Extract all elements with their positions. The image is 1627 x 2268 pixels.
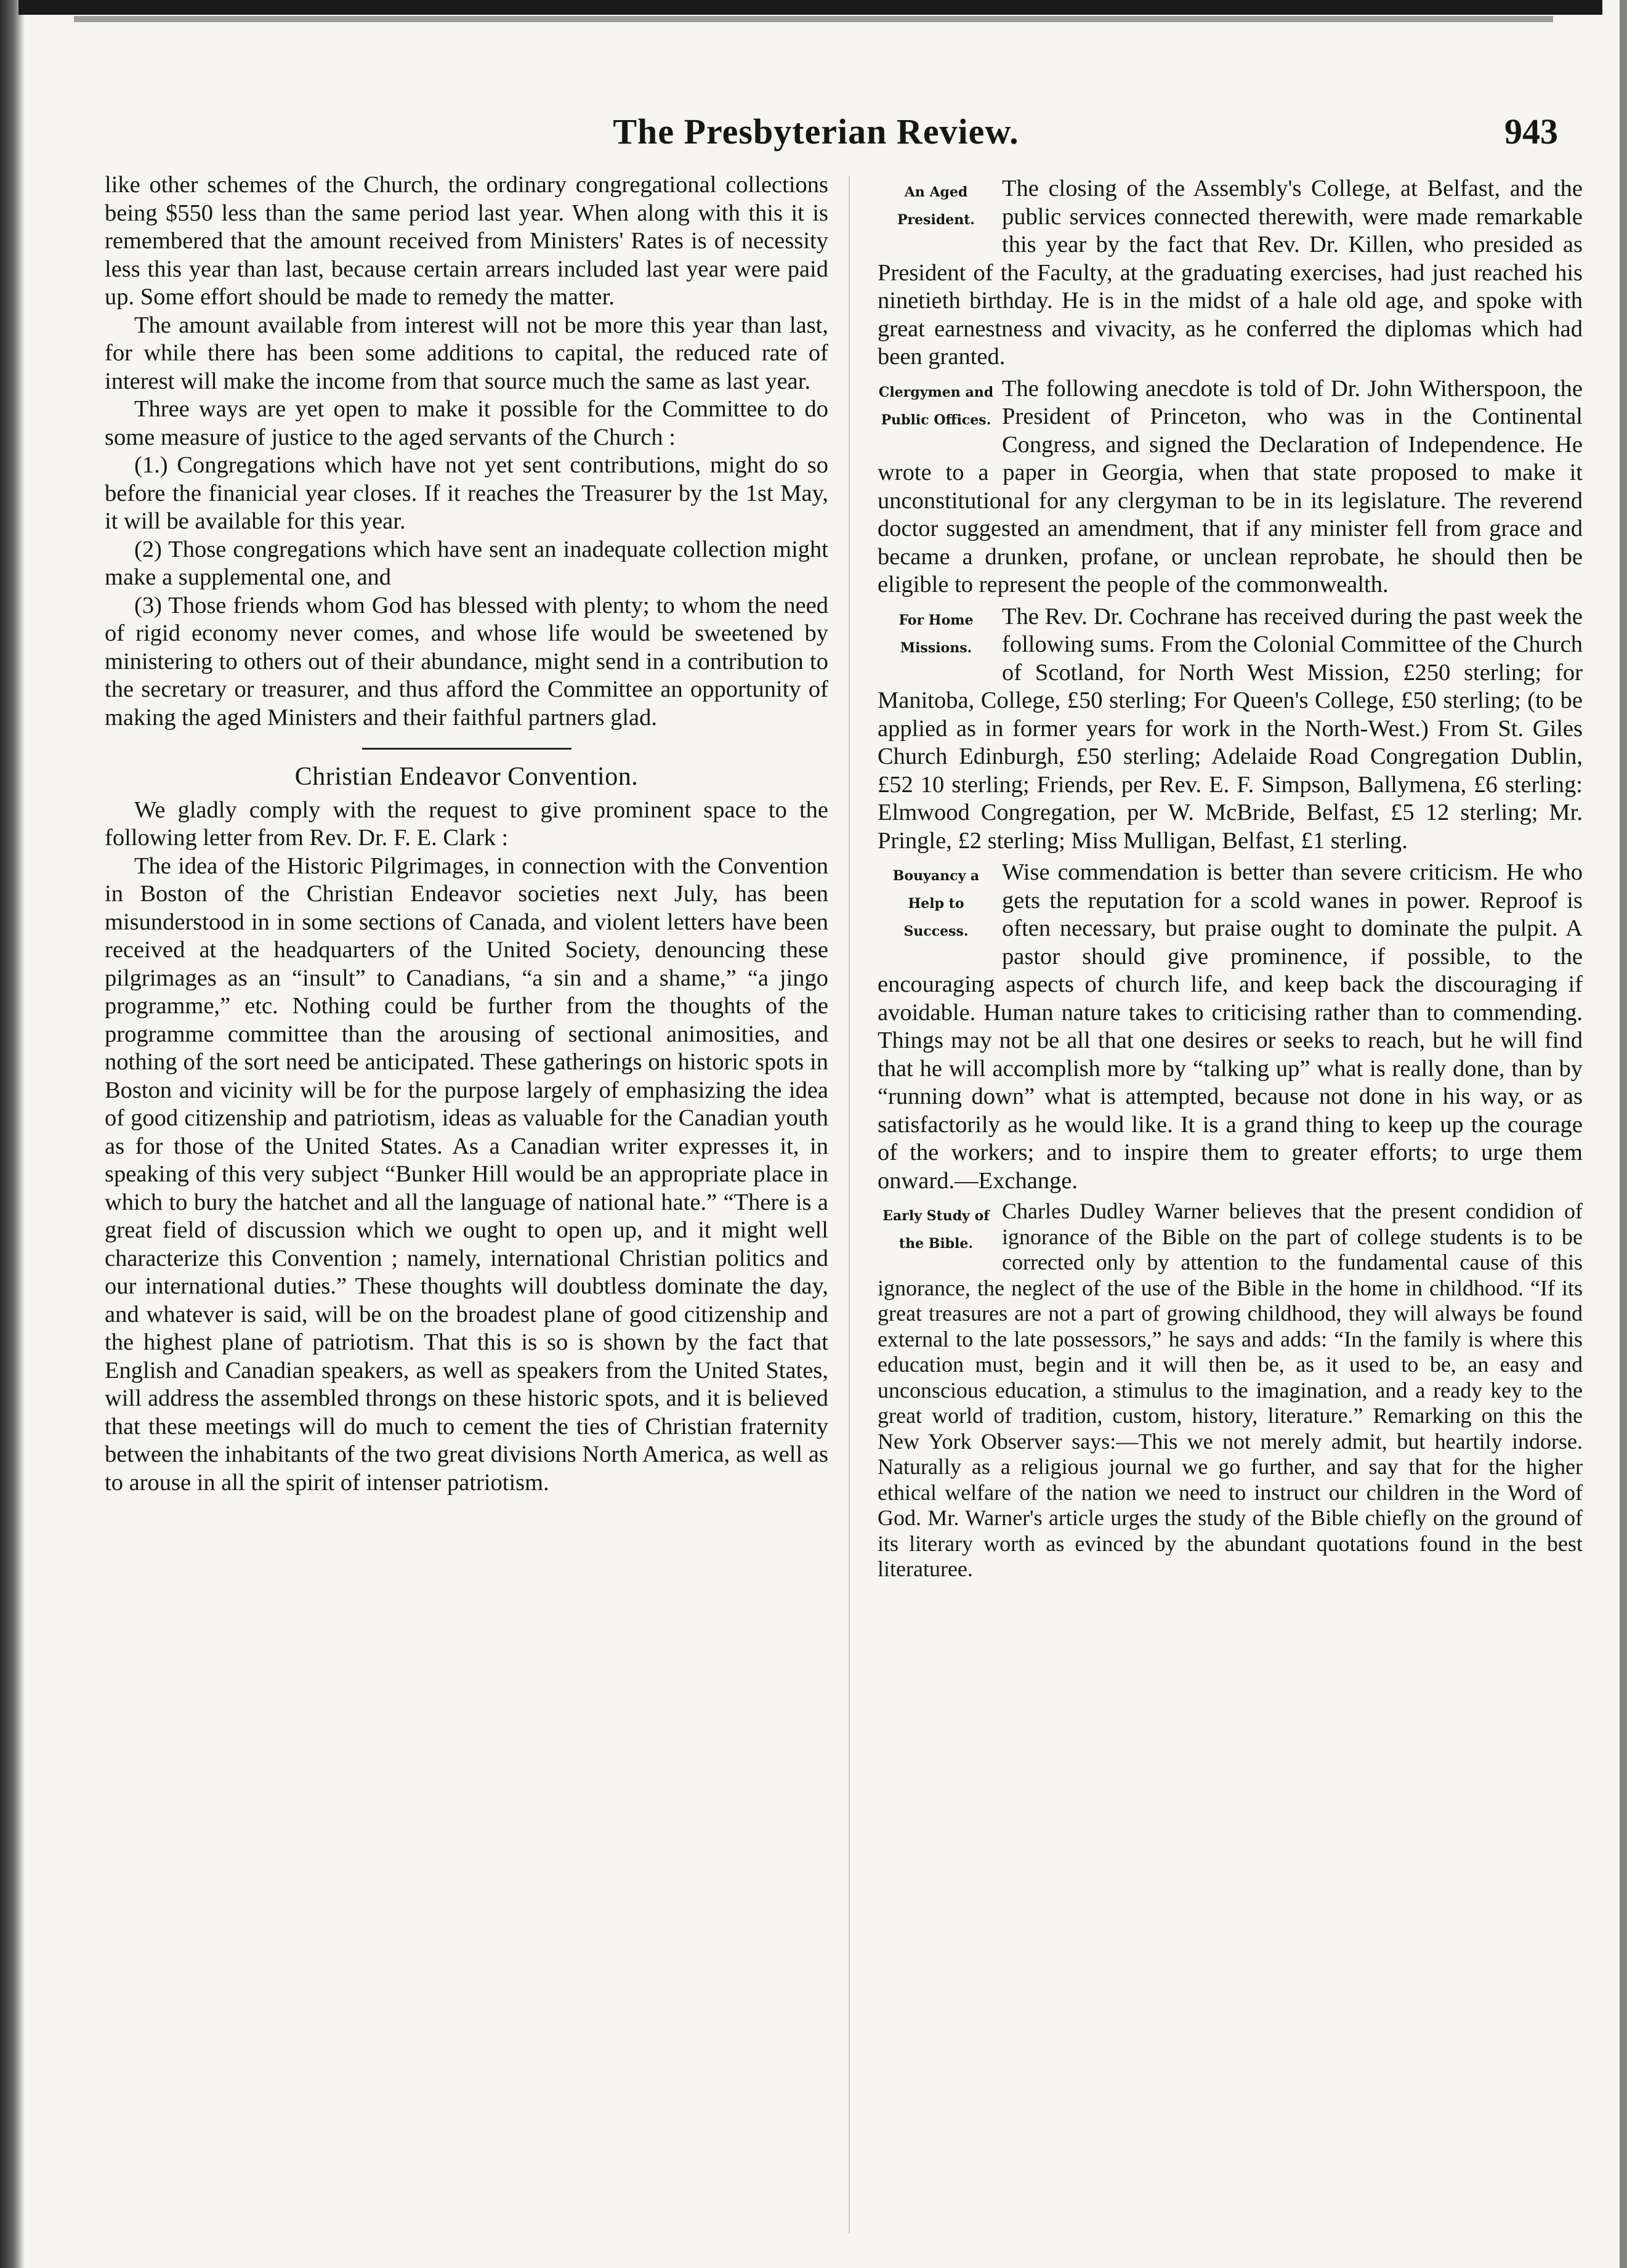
news-note xyxy=(878,175,1583,371)
paragraph: (2) Those congregations which have sent an inadequate collection might make a supplemental one, and xyxy=(105,536,828,590)
side-heading: For Home Missions. xyxy=(898,612,974,656)
note-text: The closing of the Assembly's College, at Belfast, and the public services connected therewith, were made remarkable this year by the fact that Rev. Dr. Killen, who presided as President of the Faculty, at the graduating exercises, had just reached his ninetieth birthday. He is in the midst of a hale old age, and spoke with great earnestness and vivacity, as he conferred the diplomas which had been granted. xyxy=(878,176,1583,370)
note-text: Wise commendation is better than severe criticism. He who gets the reputation for a scold wanes in power. Reproof is often necessary, but praise ought to dominate the pulpit. A pastor should give prominence, if possible, to the encouraging aspects of church life, and keep back the discouraging if avoidable. Human nature takes to criticising rather than to commending. Things may not be all that one desires or seeks to reach, but he will find that he will accomplish more by “talking up” what is really done, than by “running down” what is attempted, because not done in his way, or as satisfactorily as he would like. It is a grand thing to keep up the courage of the workers; and to inspire them to greater efforts; to urge them onward.—Exchange. xyxy=(878,859,1583,1194)
news-note xyxy=(878,1199,1583,1582)
paragraph: (1.) Congregations which have not yet sent contributions, might do so before the finanicial year closes. If it reaches the Treasurer by the 1st May, it will be available for this year. xyxy=(105,452,828,534)
paragraph: Three ways are yet open to make it possible for the Committee to do some measure of justice to the aged servants of the Church : xyxy=(105,396,828,450)
right-column xyxy=(878,171,1583,2222)
note-text: The following anecdote is told of Dr. John Witherspoon, the President of Princeton, who was in the Continental Congress, and signed the Declaration of Independence. He wrote to a paper in Georgia, when that state proposed to make it unconstitutional for any clergyman to be in its legislature. The reverend doctor suggested an amendment, that if any minister fell from grace and became a drunken, profane, or unclean reprobate, he should then be eligible to represent the people of the commonwealth. xyxy=(878,375,1583,597)
journal-title: The Presbyterian Review. xyxy=(613,111,1019,152)
news-note xyxy=(878,859,1583,1195)
note-text: Charles Dudley Warner believes that the present condidion of ignorance of the Bible on the part of college students is to be corrected only by attention to the fundamental cause of this ignorance, the neglect of the use of the Bible in the home in childhood. “If its great treasures are not a part of growing childhood, they will always be found external to the late possessors,” he says and adds: “In the family is where this education must, begin and it will then be, as it used to be, an easy and unconscious education, a stimulus to the imagination, and a ready key to the great world of tradition, custom, history, literature.” Remarking on this the New York Observer says:—This we not merely admit, but heartily indorse. Naturally as a religious journal we go further, and say that for the higher ethical welfare of the nation we need to instruct our children in the Word of God. Mr. Warner's article urges the study of the Bible chiefly on the ground of its literary worth as evinced by the abundant quotations found in the best literaturee. xyxy=(878,1199,1583,1581)
side-heading: Clergymen and Public Offices. xyxy=(878,384,994,428)
side-heading: Bouyancy a Help to Success. xyxy=(892,868,980,939)
page-right-edge xyxy=(1620,0,1627,2268)
page-binding-edge xyxy=(0,0,25,2268)
section-title: Christian Endeavor Convention. xyxy=(294,763,639,791)
news-note xyxy=(878,375,1583,599)
paragraph: like other schemes of the Church, the ordinary congregational collections being $550 less than the same period last year. When along with this it is remembered that the amount received from Ministers' Rates is of necessity less this year than last, because certain arrears included last year were paid up. Some effort should be made to remedy the matter. xyxy=(105,172,828,310)
paragraph: The idea of the Historic Pilgrimages, in connection with the Convention in Boston of the Christian Endeavor societies next July, has been misunderstood in in some sections of Canada, and violent letters have been received at the headquarters of the United Society, denouncing these pilgrimages as an “insult” to Canadians, “a sin and a shame,” “a jingo programme,” etc. Nothing could be further from the thoughts of the programme committee than the arousing of sectional animosities, and nothing of the sort need be anticipated. These gatherings on historic spots in Boston and vicinity will be for the purpose largely of emphasizing the idea of good citizenship and patriotism, ideas as valuable for the Canadian youth as for those of the United States. As a Canadian writer expresses it, in speaking of this very subject “Bunker Hill would be an appropriate place in which to bury the hatchet and all the language of national hate.” “There is a great field of discussion which we ought to open up, and it might well characterize this Convention ; namely, international Christian politics and our international duties.” These thoughts will doubtless dominate the day, and whatever is said, will be on the broadest plane of good citizenship and the highest plane of patriotism. That this is so is shown by the fact that English and Canadian speakers, as well as speakers from the United States, will address the assembled throngs on these historic spots, and it is believed that these meetings will do much to cement the ties of Christian fraternity between the inhabitants of the two great divisions North America, as well as to arouse in all the spirit of intenser patriotism. xyxy=(105,853,828,1496)
page-number: 943 xyxy=(1504,111,1558,152)
paragraph: The amount available from interest will not be more this year than last, for while there has been some additions to capital, the reduced rate of interest will make the income from that source much the same as last year. xyxy=(105,312,828,394)
page-header xyxy=(74,111,1558,166)
side-heading: An Aged President. xyxy=(897,184,975,228)
column-divider xyxy=(849,176,850,2233)
top-border-shadow xyxy=(74,16,1553,22)
top-border-rule xyxy=(18,0,1602,15)
note-text: The Rev. Dr. Cochrane has received during the past week the following sums. From the Colonial Committee of the Church of Scotland, for North West Mission, £250 sterling; for Manitoba, College, £50 sterling; For Queen's College, £50 sterling; (to be applied as in former years for work in the North-West.) From St. Giles Church Edinburgh, £50 sterling; Adelaide Road Congregation Dublin, £52 10 sterling; Friends, per Rev. E. F. Simpson, Ballymena, £6 sterling: Elmwood Congregation, per W. McBride, Belfast, £5 12 sterling; Mr. Pringle, £2 sterling; Miss Mulligan, Belfast, £1 sterling. xyxy=(878,603,1583,854)
left-column xyxy=(105,171,828,2222)
paragraph: We gladly comply with the request to give prominent space to the following letter from Rev. Dr. F. E. Clark : xyxy=(105,796,828,851)
section-divider-rule xyxy=(362,748,571,750)
paragraph: (3) Those friends whom God has blessed with plenty; to whom the need of rigid economy never comes, and whose life would be sweetened by ministering to others out of their abundance, might send in a contribution to the secretary or treasurer, and thus afford the Committee an opportunity of making the aged Ministers and their faithful partners glad. xyxy=(105,592,828,731)
news-note xyxy=(878,603,1583,856)
side-heading: Early Study of the Bible. xyxy=(882,1208,990,1252)
